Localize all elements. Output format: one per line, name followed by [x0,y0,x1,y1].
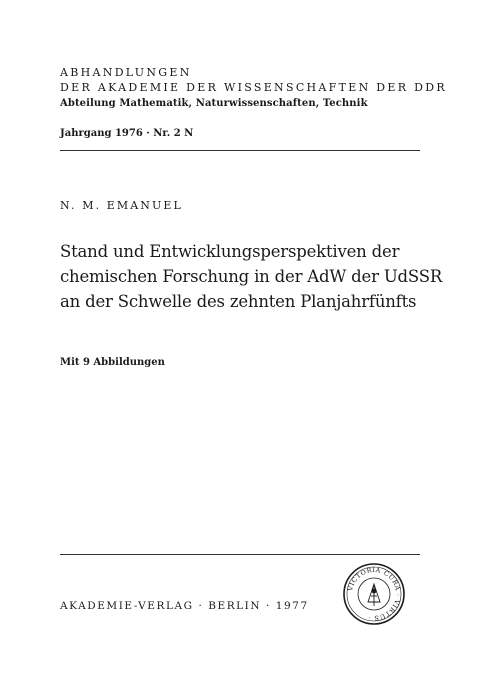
illustrations-note: Mit 9 Abbildungen [60,357,165,368]
volume-number: Jahrgang 1976 · Nr. 2 N [60,128,194,139]
series-title-line-1: ABHANDLUNGEN [60,66,192,79]
title-line-3: an der Schwelle des zehnten Planjahrfünfts [60,292,417,311]
division-name: Abteilung Mathematik, Naturwissenschaften, Technik [60,98,368,109]
title-line-2: chemischen Forschung in der AdW der UdSSR [60,267,443,286]
svg-text:VICTORIA CURA · VIRTUS ·: VICTORIA CURA · VIRTUS · [346,565,403,623]
author-name: N. M. EMANUEL [60,199,183,212]
publisher-seal-logo [342,562,406,626]
title-line-1: Stand und Entwicklungsperspektiven der [60,242,400,261]
publisher-imprint: AKADEMIE-VERLAG · BERLIN · 1977 [60,600,309,612]
top-rule [60,150,420,151]
series-title-line-2: DER AKADEMIE DER WISSENSCHAFTEN DER DDR [60,81,447,94]
bottom-rule [60,554,420,555]
